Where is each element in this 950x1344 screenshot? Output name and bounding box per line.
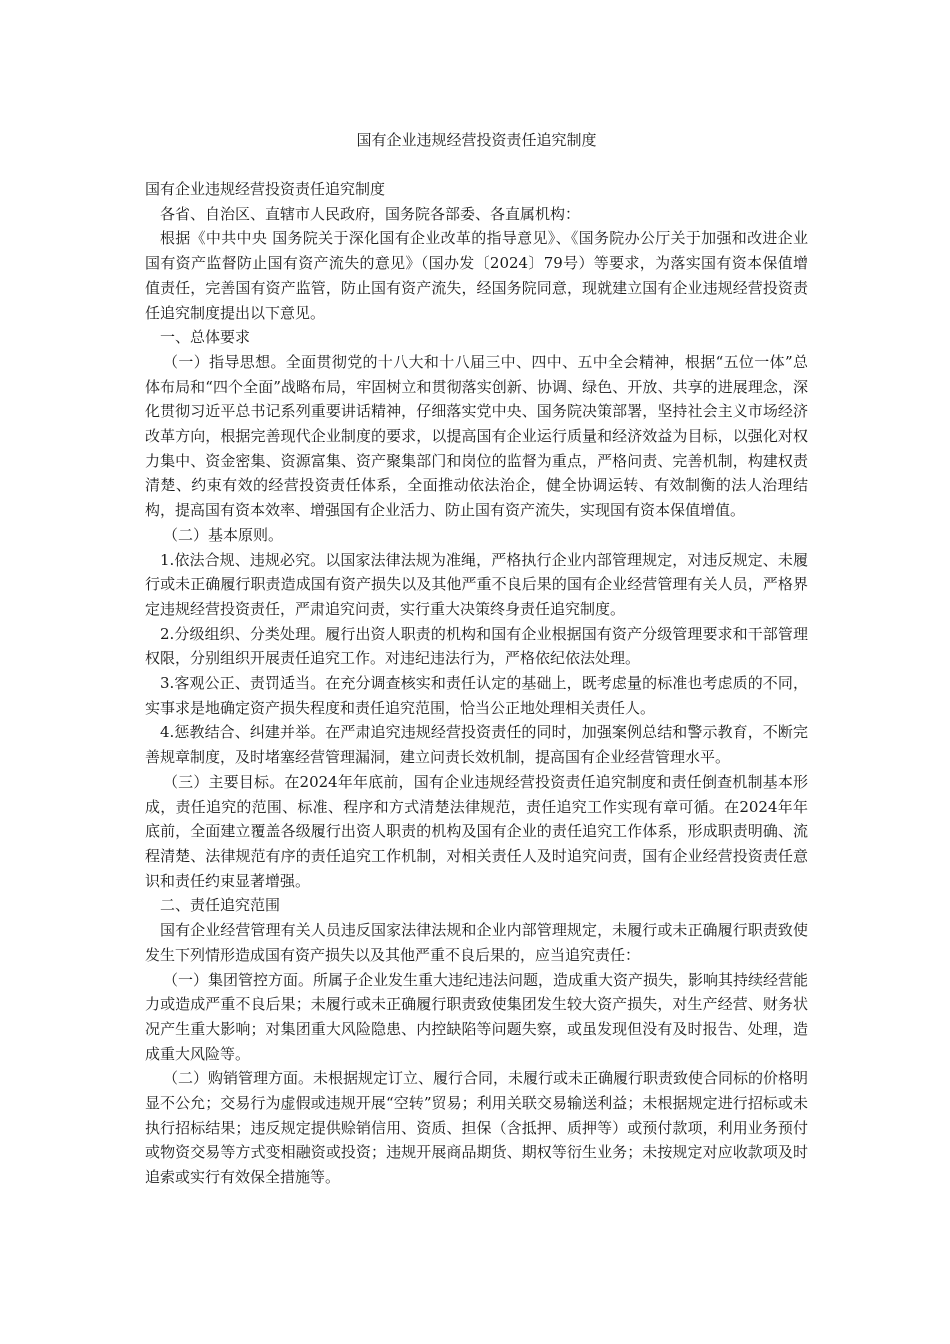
body-heading: 国有企业违规经营投资责任追究制度 — [145, 180, 386, 198]
section-heading-1: 一、总体要求 — [160, 328, 251, 347]
principle-item-2: 2.分级组织、分类处理。履行出资人职责的机构和国有企业根据国有资产分级管理要求和干部管理权限，分别组织开展责任追究工作。对违纪违法行为，严格依纪依法处理。 — [145, 624, 808, 668]
intro-paragraph: 根据《中共中央 国务院关于深化国有企业改革的指导意见》、《国务院办公厅关于加强和改进企业国有资产监督防止国有资产流失的意见》（国办发〔2024〕79号）等要求，为落实国有资本保值增值责任，完善国有资产监管，防止国有资产流失，经国务院同意，现就建立国有企业违规经营投资责任追究制度提出以下意见。 — [145, 229, 808, 322]
document-body — [145, 177, 808, 1190]
paragraph-scope-intro: 国有企业经营管理有关人员违反国家法律法规和企业内部管理规定，未履行或未正确履行职责致使发生下列情形造成国有资产损失以及其他严重不良后果的，应当追究责任： — [145, 921, 808, 964]
principle-item-3: 3.客观公正、责罚适当。在充分调查核实和责任认定的基础上，既考虑量的标准也考虑质的不同，实事求是地确定资产损失程度和责任追究范围，恰当公正地处理相关责任人。 — [145, 674, 808, 717]
salutation: 各省、自治区、直辖市人民政府，国务院各部委、各直属机构： — [160, 204, 581, 223]
paragraph-guiding-thought: （一）指导思想。全面贯彻党的十八大和十八届三中、四中、五中全会精神，根据“五位一体”总体布局和“四个全面”战略布局，牢固树立和贯彻落实创新、协调、绿色、开放、共享的进展理念，深化贯彻习近平总书记系列重要讲话精神，仔细落实党中央、国务院决策部署，坚持社会主义市场经济改革方向，根据完善现代企业制度的要求，以提高国有企业运行质量和经济效益为目标，以强化对权力集中、资金密集、资源富集、资产聚集部门和岗位的监督为重点，严格问责、完善机制，构建权责清楚、约束有效的经营投资责任体系，全面推动依法治企，健全协调运转、有效制衡的法人治理结构，提高国有资本效率、增强国有企业活力、防止国有资产流失，实现国有资本保值增值。 — [145, 352, 808, 520]
paragraph-main-goals: （三）主要目标。在2024年年底前，国有企业违规经营投资责任追究制度和责任倒查机制基本形成，责任追究的范围、标准、程序和方式清楚法律规范，责任追究工作实现有章可循。在2024年年底前，全面建立覆盖各级履行出资人职责的机构及国有企业的责任追究工作体系，形成职责明确、流程清楚、法律规范有序的责任追究工作机制，对相关责任人及时追究问责，国有企业经营投资责任意识和责任约束显著增强。 — [145, 772, 808, 890]
paragraph-basic-principles: （二）基本原则。 — [163, 525, 284, 544]
paragraph-procurement-sales: （二）购销管理方面。未根据规定订立、履行合同，未履行或未正确履行职责致使合同标的价格明显不公允；交易行为虚假或违规开展“空转”贸易；利用关联交易输送利益；未根据规定进行招标或未执行招标结果；违反规定提供赊销信用、资质、担保（含抵押、质押等）或预付款项，利用业务预付或物资交易等方式变相融资或投资；违规开展商品期货、期权等衍生业务；未按规定对应收款项及时追索或实行有效保全措施等。 — [145, 1069, 809, 1187]
principle-item-4: 4.惩教结合、纠建并举。在严肃追究违规经营投资责任的同时，加强案例总结和警示教育，不断完善规章制度，及时堵塞经营管理漏洞，建立问责长效机制，提高国有企业经营管理水平。 — [145, 723, 808, 767]
section-heading-2: 二、责任追究范围 — [160, 896, 281, 915]
principle-item-1: 1.依法合规、违规必究。以国家法律法规为准绳，严格执行企业内部管理规定，对违反规定、未履行或未正确履行职责造成国有资产损失以及其他严重不良后果的国有企业经营管理有关人员，严格界定违规经营投资责任，严肃追究问责，实行重大决策终身责任追究制度。 — [145, 550, 808, 618]
paragraph-group-control: （一）集团管控方面。所属子企业发生重大违纪违法问题，造成重大资产损失，影响其持续经营能力或造成严重不良后果；未履行或未正确履行职责致使集团发生较大资产损失，对生产经营、财务状况产生重大影响；对集团重大风险隐患、内控缺陷等问题失察，或虽发现但没有及时报告、处理，造成重大风险等。 — [145, 970, 809, 1063]
document-title: 国有企业违规经营投资责任追究制度 — [356, 131, 597, 149]
